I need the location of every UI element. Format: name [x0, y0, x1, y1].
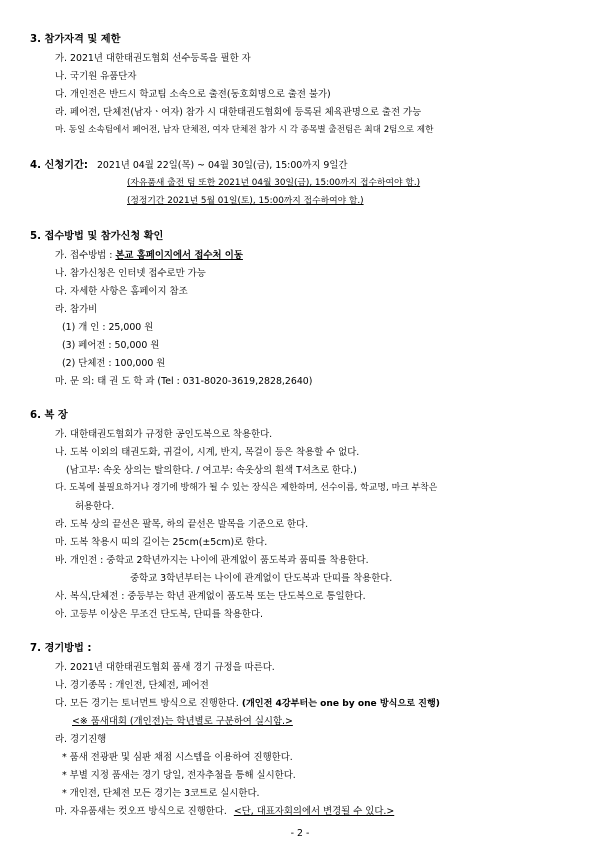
s5-item-ra: 라. 참가비	[55, 304, 98, 315]
section-3-title: 3. 참가자격 및 제한	[30, 34, 121, 45]
s5-fee-team: (2) 단체전 : 100,000 원	[62, 358, 166, 369]
section-6-title: 6. 복 장	[30, 410, 68, 421]
s5-ga-prefix: 가. 접수방법 :	[55, 250, 113, 261]
application-period: 2021년 04월 22일(목) ~ 04월 30일(금), 15:00까지 9일간	[96, 160, 348, 171]
s6-item-na-sub: (남고부: 속옷 상의는 탈의한다. / 여고부: 속옷상의 흰색 T셔츠로 한다.)	[66, 465, 357, 476]
s5-fee-individual: (1) 개 인 : 25,000 원	[62, 322, 154, 333]
section-7-title: 7. 경기방법 :	[30, 643, 92, 654]
s5-ga-value: 본교 홈페이지에서 접수처 이동	[115, 250, 243, 261]
s7-item-ra: 라. 경기진행	[55, 734, 107, 745]
s3-item-ma: 마. 동일 소속팀에서 페어전, 남자 단체전, 여자 단체전 참가 시 각 종목별 출전팀은 최대 2팀으로 제한	[55, 125, 434, 135]
s3-item-da: 다. 개인전은 반드시 학교팀 소속으로 출전(동호회명으로 출전 불가)	[55, 89, 331, 100]
s6-item-ra: 라. 도복 상의 끝선은 팔목, 하의 끝선은 발목을 기준으로 한다.	[55, 519, 309, 530]
s6-item-sa: 사. 복식,단체전 : 중등부는 학년 관계없이 품도복 또는 단도복으로 통일한다.	[55, 591, 366, 602]
s5-item-na: 나. 참가신청은 인터넷 접수로만 가능	[55, 268, 206, 279]
s7-bullet-3: * 개인전, 단체전 모든 경기는 3코트로 실시한다.	[62, 788, 260, 799]
s3-item-na: 나. 국기원 유품단자	[55, 71, 137, 82]
s7-item-ma	[55, 805, 394, 818]
s6-item-ma: 마. 도복 착용시 띠의 길이는 25cm(±5cm)로 한다.	[55, 537, 268, 548]
s6-item-na: 나. 도복 이외의 태권도화, 귀걸이, 시계, 반지, 목걸이 등은 착용할 수 없다.	[55, 447, 360, 458]
page-number: - 2 -	[290, 828, 310, 839]
s6-item-ba: 바. 개인전 : 중학교 2학년까지는 나이에 관계없이 품도복과 품띠를 착용한다.	[55, 555, 369, 566]
s5-item-ma-contact: 마. 문 의: 태 권 도 학 과 (Tel : 031-8020-3619,2828,2640)	[55, 376, 313, 387]
s6-item-ba-cont: 중학교 3학년부터는 나이에 관계없이 단도복과 단띠를 착용한다.	[130, 573, 393, 584]
s6-item-ga: 가. 대한태권도협회가 규정한 공인도복으로 착용한다.	[55, 429, 273, 440]
s4-note-correction-period: (정정기간 2021년 5월 01일(토), 15:00까지 접수하여야 함.)	[127, 196, 364, 206]
s5-item-ga	[55, 249, 243, 262]
section-5-title: 5. 접수방법 및 참가신청 확인	[30, 231, 164, 242]
s5-fee-pair: (3) 페어전 : 50,000 원	[62, 340, 160, 351]
s7-da-prefix: 다. 모든 경기는 토너먼트 방식으로 진행한다.	[55, 698, 239, 709]
s7-bullet-2: * 부별 지정 품새는 경기 당일, 전자추첨을 통해 실시한다.	[62, 770, 296, 781]
s7-item-ga: 가. 2021년 대한태권도협회 품새 경기 규정을 따른다.	[55, 662, 275, 673]
s7-da-bold: (개인전 4강부터는 one by one 방식으로 진행)	[241, 699, 440, 709]
s3-item-ga: 가. 2021년 대한태권도협회 선수등록을 필한 자	[55, 53, 251, 64]
s7-bullet-1: * 품새 전광판 및 심판 채점 시스템을 이용하여 진행한다.	[62, 752, 293, 763]
s6-item-da-cont: 허용한다.	[75, 501, 115, 512]
section-4-title: 4. 신청기간:	[30, 160, 88, 171]
s7-item-na: 나. 경기종목 : 개인전, 단체전, 페어전	[55, 680, 209, 691]
s3-item-ra: 라. 페어전, 단체전(남자ㆍ여자) 참가 시 대한태권도협회에 등록된 체육관명으로 출전 가능	[55, 107, 422, 118]
s7-ma-note: <단, 대표자회의에서 변경될 수 있다.>	[233, 806, 395, 817]
s7-da-note: <※ 품새대회 (개인전)는 학년별로 구분하여 실시함.>	[72, 716, 293, 727]
s7-ma-prefix: 마. 자유품새는 컷오프 방식으로 진행한다.	[55, 806, 227, 817]
s6-item-da: 다. 도복에 불필요하거나 경기에 방해가 될 수 있는 장식은 제한하며, 선수이름, 학교명, 마크 부착은	[55, 483, 438, 493]
s5-item-da: 다. 자세한 사항은 홈페이지 참조	[55, 286, 188, 297]
s7-item-da	[55, 697, 440, 711]
s4-note-free-poomsae: (자유품새 출전 팀 또한 2021년 04월 30일(금), 15:00까지 접수하여야 함.)	[127, 178, 421, 188]
section-4-row	[30, 159, 347, 172]
s6-item-a: 아. 고등부 이상은 무조건 단도복, 단띠를 착용한다.	[55, 609, 263, 620]
